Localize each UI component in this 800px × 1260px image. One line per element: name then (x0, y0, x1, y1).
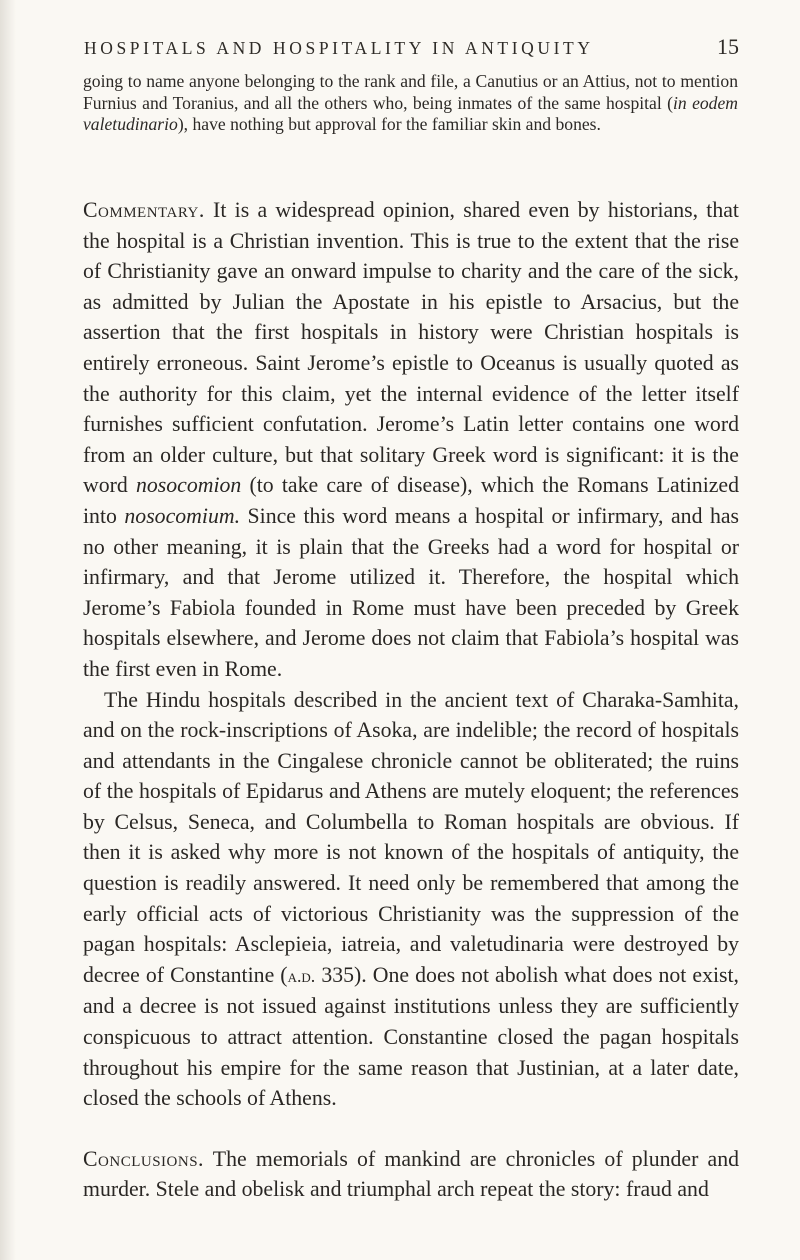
commentary-paragraph-1 (83, 195, 739, 685)
commentary-heading: Commentary. (83, 198, 205, 222)
term-nosocomion: nosocomion (135, 473, 242, 498)
quote-text-start: going to name anyone belonging to the rank and file, a Canutius or an Attius, not to mention Furnius and Toranius, and all the others who, being inmates of the same hospital ( (83, 71, 738, 113)
conclusions-heading: Conclusions. (83, 1146, 204, 1171)
commentary-p1-part-a: It is a widespread opinion, shared even by historians, that the hospital is a Christian invention. This is true to the extent that the rise of Christianity gave an onward impulse to charity and the care of the sick, as admitted by Julian the Apostate in his epistle to Arsacius, but the assertion that the first hospitals in history were Christian hospitals is entirely erroneous. Saint Jerome’s epistle to Oceanus is usually quoted as the authority for this claim, yet the internal evidence of the letter itself furnishes sufficient confutation. Jerome’s Latin letter contains one word from an older culture, but that solitary Greek word is significant: it is the word (83, 198, 739, 498)
page-number: 15 (717, 34, 739, 59)
quoted-passage (83, 71, 738, 136)
main-text (83, 195, 739, 1205)
commentary-p2-part-a: The Hindu hospitals described in the ancient text of Charaka-Samhita, and on the rock-inscriptions of Asoka, are indelible; the record of hospitals and attendants in the Cingalese chronicle cannot be obliterated; the ruins of the hospitals of Epidarus and Athens are mutely eloquent; the references by Celsus, Seneca, and Columbella to Roman hospitals are obvious. If then it is asked why more is not known of the hospitals of antiquity, the question is readily answered. It need only be remembered that among the early official acts of victorious Christianity was the suppression of the pagan hospitals: Asclepieia, iatreia, and valetudinaria were destroyed by decree of Constantine ( (83, 687, 739, 987)
quote-text-end: ), have nothing but approval for the familiar skin and bones. (177, 114, 601, 134)
quote-latin-phrase: in eodem valetudinario (83, 92, 738, 134)
era-abbreviation: a.d. (287, 965, 316, 986)
term-nosocomium: nosocomium. (124, 503, 241, 528)
conclusions-text: The memorials of mankind are chronicles of plunder and murder. Stele and obelisk and triumphal arch repeat the story: fraud and (83, 1146, 739, 1202)
conclusions-paragraph (83, 1144, 739, 1205)
running-head-title: HOSPITALS AND HOSPITALITY IN ANTIQUITY (84, 38, 594, 58)
commentary-p2-part-b: 335). One does not abolish what does not exist, and a decree is not issued against institutions unless they are sufficiently conspicuous to attract attention. Constantine closed the pagan hospitals throughout his empire for the same reason that Justinian, at a later date, closed the schools of Athens. (83, 962, 740, 1111)
commentary-p1-part-b: (to take care of disease), which the Romans Latinized into (83, 473, 740, 528)
page-gutter-shadow (0, 0, 16, 1260)
commentary-paragraph-2 (83, 685, 739, 1114)
running-head (84, 34, 739, 60)
commentary-p1-part-c: Since this word means a hospital or infirmary, and has no other meaning, it is plain that the Greeks had a word for hospital or infirmary, and that Jerome utilized it. Therefore, the hospital which Jerome’s Fabiola founded in Rome must have been preceded by Greek hospitals elsewhere, and Jerome does not claim that Fabiola’s hospital was the first even in Rome. (83, 503, 740, 681)
